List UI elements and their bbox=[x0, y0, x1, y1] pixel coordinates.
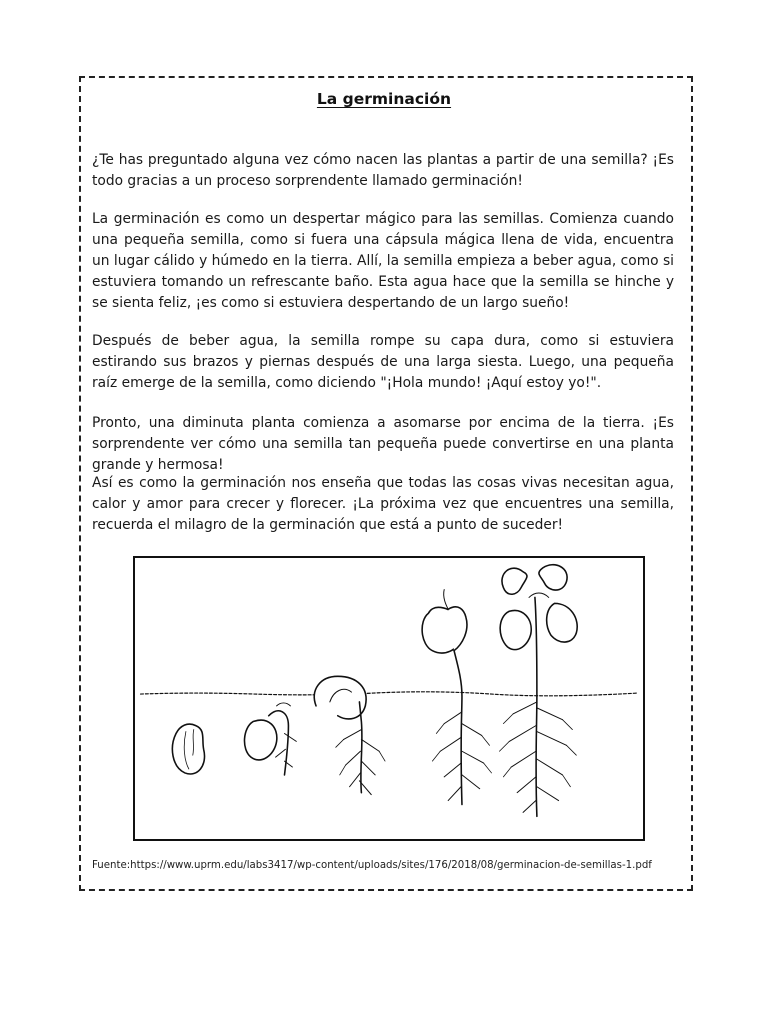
stage-hook bbox=[314, 676, 385, 794]
document-title: La germinación bbox=[316, 90, 452, 108]
stage-radicle bbox=[244, 703, 296, 775]
paragraph-root: Después de beber agua, la semilla rompe su capa dura, como si estuviera estirando sus brazos y piernas después de una larga siesta. Luego, una pequeña raíz emerge de la semilla, como diciendo "¡Hola mundo! ¡Aquí estoy yo!". bbox=[92, 333, 674, 391]
germination-drawing bbox=[135, 558, 643, 839]
stage-seedling bbox=[422, 590, 491, 805]
soil-line bbox=[141, 692, 638, 696]
germination-stages-illustration bbox=[133, 556, 645, 841]
source-citation: Fuente:https://www.uprm.edu/labs3417/wp-content/uploads/sites/176/2018/08/germinacion-de-semillas-1.pdf bbox=[92, 860, 652, 871]
paragraph-intro: ¿Te has preguntado alguna vez cómo nacen las plantas a partir de una semilla? ¡Es todo gracias a un proceso sorprendente llamado germinación! bbox=[92, 152, 674, 189]
paragraph-sprout: Pronto, una diminuta planta comienza a asomarse por encima de la tierra. ¡Es sorprendente ver cómo una semilla tan pequeña puede convertirse en una planta grande y hermosa! bbox=[92, 415, 674, 473]
stage-plant bbox=[499, 565, 577, 817]
paragraph-awakening: La germinación es como un despertar mágico para las semillas. Comienza cuando una pequeña semilla, como si fuera una cápsula mágica llena de vida, encuentra un lugar cálido y húmedo en la tierra. Allí, la semilla empieza a beber agua, como si estuviera tomando un refrescante baño. Esta agua hace que la semilla se hinche y se sienta feliz, ¡es como si estuviera despertando de un largo sueño! bbox=[92, 211, 674, 311]
paragraph-conclusion: Así es como la germinación nos enseña que todas las cosas vivas necesitan agua, calor y amor para crecer y florecer. ¡La próxima vez que encuentres una semilla, recuerda el milagro de la germinación que está a punto de suceder! bbox=[92, 475, 674, 533]
stage-seed bbox=[172, 724, 204, 774]
